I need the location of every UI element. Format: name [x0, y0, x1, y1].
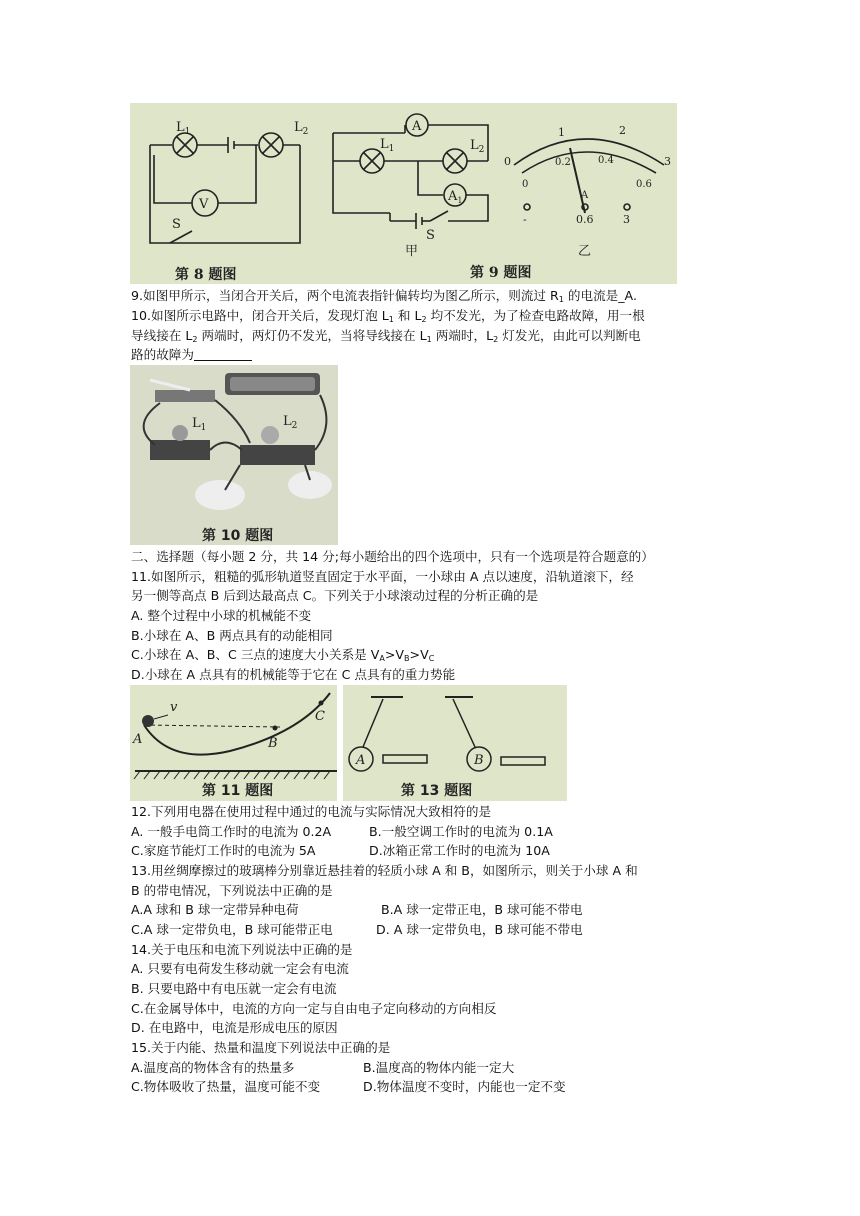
svg-text:A1: $A_1$: [448, 189, 463, 205]
q10-line-3: 路的故障为: [131, 345, 731, 365]
q14-stem: 14.关于电压和电流下列说法中正确的是: [131, 942, 353, 957]
q9-line: 9.如图甲所示，当闭合开关后，两个电流表指针偏转均为图乙所示，则流过 $R_1$ 的电流是_A.: [131, 288, 637, 304]
svg-text:L2: $L_2$: [470, 138, 485, 155]
svg-text:0.6: 0.6: [636, 179, 652, 190]
fig9-jia-label: 甲: [405, 244, 419, 259]
q13-stem-1: 13.用丝绸摩擦过的玻璃棒分别靠近悬挂着的轻质小球 A 和 B，如图所示，则关于小球 A 和: [131, 863, 638, 878]
svg-text:2: 2: [619, 124, 626, 137]
svg-text:1: 1: [558, 126, 565, 139]
figure-10: [130, 365, 338, 545]
svg-text:3: 3: [623, 213, 630, 226]
q12-stem: 12.下列用电器在使用过程中通过的电流与实际情况大致相符的是: [131, 804, 492, 819]
svg-text:0: 0: [522, 179, 529, 190]
q10-line-1: 10.如图所示电路中，闭合开关后，发现灯泡 $L_1$ 和 $L_2$ 均不发光，为了检查电路故障，用一根: [131, 308, 645, 324]
q12-options-cd: C.家庭节能灯工作时的电流为 5A D.冰箱正常工作时的电流为 10A: [131, 843, 550, 858]
circuit-photo-10: [130, 365, 338, 545]
fig11-caption: 第 11 题图: [202, 783, 274, 799]
svg-text:v: v: [170, 700, 178, 715]
svg-text:L2: $L_2$: [283, 414, 298, 431]
q10-line-2: 导线接在 $L_2$ 两端时，两灯仍不发光，当将导线接在 $L_1$ 两端时，$L_2$ 灯发光，由此可以判断电: [131, 328, 641, 344]
svg-text:L1: $L_1$: [192, 416, 207, 433]
svg-text:A: A: [581, 190, 589, 201]
svg-text:A: A: [133, 732, 143, 747]
q11-stem-1: 11.如图所示，粗糙的弧形轨道竖直固定于水平面，一小球由 A 点以速度，沿轨道滚下，经: [131, 569, 634, 584]
fig8-voltmeter-label: V: [199, 197, 209, 212]
q12-options-ab: A. 一般手电筒工作时的电流为 0.2A B.一般空调工作时的电流为 0.1A: [131, 824, 553, 839]
answer-blank: [194, 348, 252, 361]
q15-stem: 15.关于内能、热量和温度下列说法中正确的是: [131, 1040, 391, 1055]
svg-text:C: C: [315, 709, 325, 724]
track-diagram-11: [130, 685, 337, 801]
svg-text:-: -: [523, 213, 527, 226]
q14-option-c: C.在金属导体中，电流的方向一定与自由电子定向移动的方向相反: [131, 1001, 497, 1016]
q14-option-b: B. 只要电路中有电压就一定会有电流: [131, 981, 337, 996]
fig10-caption: 第 10 题图: [202, 528, 274, 544]
q11-option-d: D.小球在 A 点具有的机械能等于它在 C 点具有的重力势能: [131, 667, 456, 682]
svg-text:3: 3: [664, 155, 671, 168]
svg-text:A: A: [356, 753, 366, 768]
svg-text:L1: $L_1$: [176, 120, 191, 137]
svg-text:0.6: 0.6: [576, 213, 594, 226]
q11-option-a: A. 整个过程中小球的机械能不变: [131, 608, 312, 623]
figure-11: [130, 685, 337, 801]
fig8-label-L: L: [176, 120, 185, 135]
svg-text:B: B: [268, 736, 278, 751]
q11-stem-2: 另一侧等高点 B 后到达最高点 C。下列关于小球滚动过程的分析正确的是: [131, 588, 539, 603]
section-2-heading: 二、选择题（每小题 2 分，共 14 分;每小题给出的四个选项中，只有一个选项是符合题意的）: [131, 549, 654, 564]
figure-8-9: [130, 103, 677, 284]
fig9-ammeter-label: A: [412, 119, 422, 134]
fig9-yi-label: 乙: [578, 244, 592, 259]
svg-text:B: B: [474, 753, 484, 768]
svg-text:S: S: [426, 228, 435, 243]
svg-text:0.4: 0.4: [598, 155, 614, 166]
q15-options-cd: C.物体吸收了热量，温度可能不变 D.物体温度不变时，内能也一定不变: [131, 1079, 566, 1094]
charged-balls-diagram-13: [343, 685, 567, 801]
q14-option-a: A. 只要有电荷发生移动就一定会有电流: [131, 961, 349, 976]
figure-13: [343, 685, 567, 801]
fig13-caption: 第 13 题图: [401, 783, 473, 799]
svg-text:L2: $L_2$: [294, 120, 309, 137]
q11-option-b: B.小球在 A、B 两点具有的动能相同: [131, 628, 333, 643]
fig9-caption: 第 9 题图: [470, 265, 532, 281]
q13-options-ab: A.A 球和 B 球一定带异种电荷 B.A 球一定带正电，B 球可能不带电: [131, 902, 583, 917]
svg-text:0: 0: [504, 155, 511, 168]
fig8-caption: 第 8 题图: [175, 267, 237, 283]
q14-option-d: D. 在电路中，电流是形成电压的原因: [131, 1020, 338, 1035]
q13-stem-2: B 的带电情况，下列说法中正确的是: [131, 883, 333, 898]
svg-text:0.2: 0.2: [555, 157, 571, 168]
fig8-switch-label: S: [172, 217, 181, 232]
q11-option-c: C.小球在 A、B、C 三点的速度大小关系是 $V_A>V_B>V_C$: [131, 647, 435, 663]
q15-options-ab: A.温度高的物体含有的热量多 B.温度高的物体内能一定大: [131, 1060, 515, 1075]
circuit-diagrams-8-9: [130, 103, 677, 284]
svg-text:L1: $L_1$: [380, 137, 395, 154]
q13-options-cd: C.A 球一定带负电，B 球可能带正电 D. A 球一定带负电，B 球可能不带电: [131, 922, 583, 937]
